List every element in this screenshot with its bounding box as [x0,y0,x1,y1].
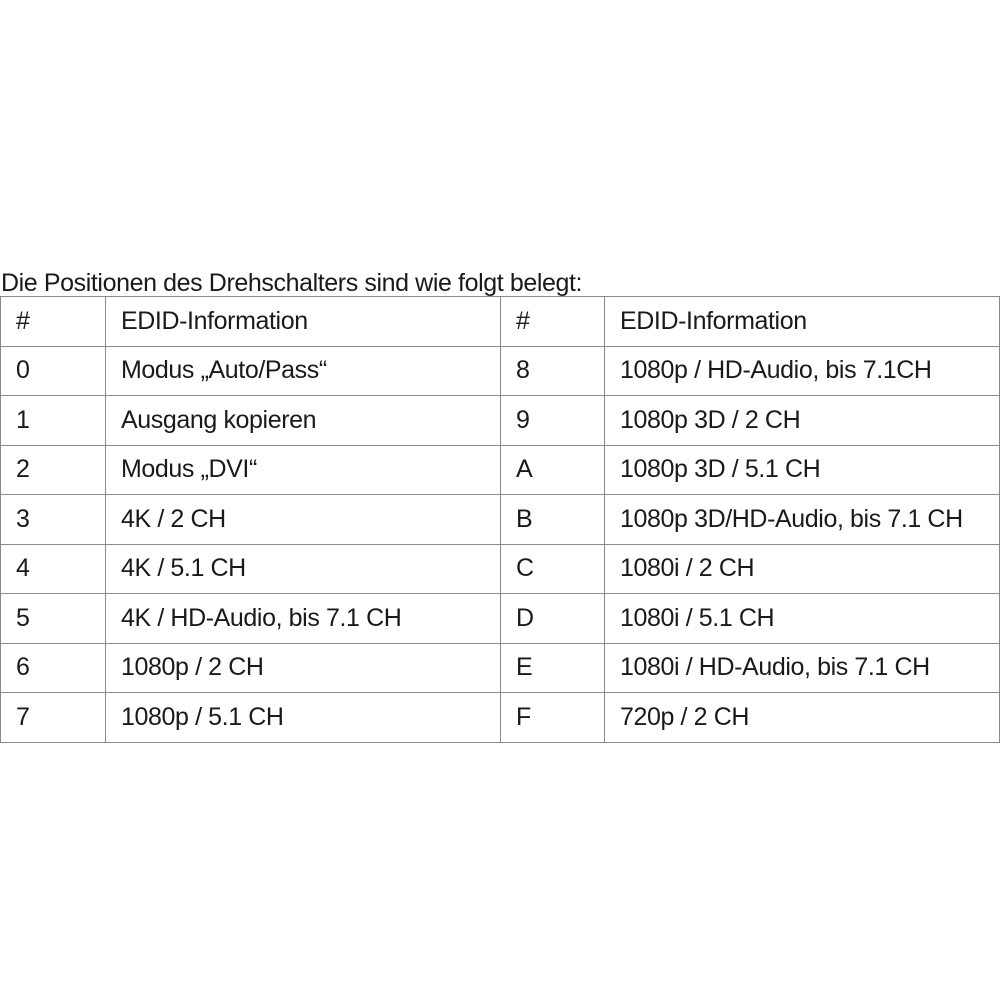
edid-cell: Modus „Auto/Pass“ [106,346,501,396]
header-position-right: # [501,297,605,347]
position-cell: F [501,693,605,743]
position-cell: 5 [1,594,106,644]
position-cell: C [501,544,605,594]
table-header-row [1,297,1000,347]
edid-cell: 1080p / HD-Audio, bis 7.1CH [605,346,1000,396]
table-row [1,445,1000,495]
position-cell: D [501,594,605,644]
edid-cell: 1080p / 2 CH [106,643,501,693]
position-cell: 1 [1,396,106,446]
edid-cell: 4K / 2 CH [106,495,501,545]
intro-text: Die Positionen des Drehschalters sind wie folgt belegt: [1,269,583,297]
table-row [1,544,1000,594]
position-cell: 6 [1,643,106,693]
edid-cell: 1080p 3D/HD-Audio, bis 7.1 CH [605,495,1000,545]
table-row [1,693,1000,743]
edid-cell: 720p / 2 CH [605,693,1000,743]
header-edid-left: EDID-Information [106,297,501,347]
position-cell: 7 [1,693,106,743]
edid-cell: 4K / HD-Audio, bis 7.1 CH [106,594,501,644]
position-cell: 4 [1,544,106,594]
edid-cell: 4K / 5.1 CH [106,544,501,594]
edid-cell: Modus „DVI“ [106,445,501,495]
edid-cell: Ausgang kopieren [106,396,501,446]
table-row [1,495,1000,545]
table-row [1,594,1000,644]
table-row [1,346,1000,396]
edid-table [0,296,1000,743]
position-cell: E [501,643,605,693]
table-row [1,396,1000,446]
edid-cell: 1080i / HD-Audio, bis 7.1 CH [605,643,1000,693]
header-position-left: # [1,297,106,347]
position-cell: 3 [1,495,106,545]
edid-cell: 1080p 3D / 2 CH [605,396,1000,446]
position-cell: 0 [1,346,106,396]
edid-cell: 1080p / 5.1 CH [106,693,501,743]
position-cell: B [501,495,605,545]
position-cell: 2 [1,445,106,495]
edid-cell: 1080i / 5.1 CH [605,594,1000,644]
position-cell: 9 [501,396,605,446]
table-row [1,643,1000,693]
edid-cell: 1080i / 2 CH [605,544,1000,594]
header-edid-right: EDID-Information [605,297,1000,347]
position-cell: A [501,445,605,495]
position-cell: 8 [501,346,605,396]
edid-cell: 1080p 3D / 5.1 CH [605,445,1000,495]
